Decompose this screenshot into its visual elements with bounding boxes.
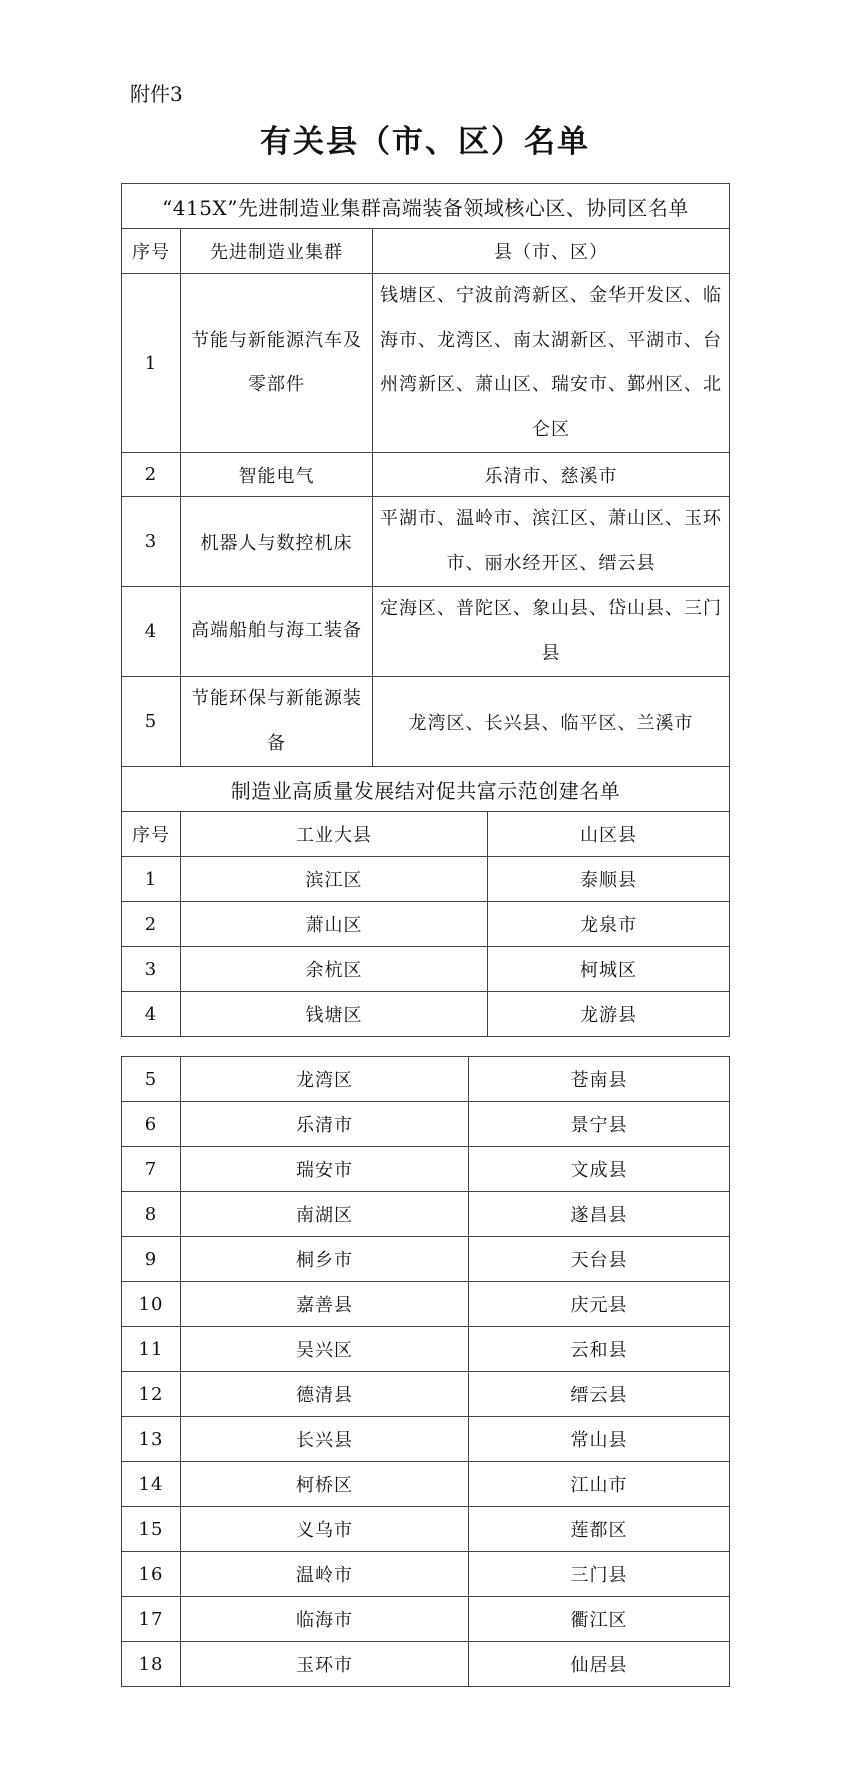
section2-title: 制造业高质量发展结对促共富示范创建名单 [122, 767, 730, 812]
industrial-county: 钱塘区 [181, 992, 488, 1037]
row-no: 4 [122, 587, 181, 677]
table-row [122, 677, 730, 767]
col-header-cluster: 先进制造业集群 [181, 229, 373, 274]
pairing-list-table-continued [121, 1056, 730, 1687]
table-row [122, 857, 730, 902]
table-row [122, 902, 730, 947]
mountain-county: 云和县 [469, 1327, 730, 1372]
col-header-no: 序号 [122, 812, 181, 857]
row-no: 2 [122, 453, 181, 497]
row-no: 5 [122, 1057, 181, 1102]
mountain-county: 江山市 [469, 1462, 730, 1507]
row-no: 3 [122, 947, 181, 992]
table-row [122, 1552, 730, 1597]
table-row [122, 1147, 730, 1192]
section1-title-row [122, 184, 730, 229]
industrial-county: 嘉善县 [181, 1282, 469, 1327]
table-row [122, 947, 730, 992]
cluster-cell: 高端船舶与海工装备 [181, 587, 373, 677]
mountain-county: 柯城区 [488, 947, 730, 992]
col-header-no: 序号 [122, 229, 181, 274]
table-row [122, 992, 730, 1037]
row-no: 1 [122, 274, 181, 453]
mountain-county: 龙泉市 [488, 902, 730, 947]
table-row [122, 1462, 730, 1507]
industrial-county: 龙湾区 [181, 1057, 469, 1102]
mountain-county: 莲都区 [469, 1507, 730, 1552]
row-no: 10 [122, 1282, 181, 1327]
county-cell: 定海区、普陀区、象山县、岱山县、三门县 [373, 587, 730, 677]
row-no: 15 [122, 1507, 181, 1552]
row-no: 9 [122, 1237, 181, 1282]
mountain-county: 文成县 [469, 1147, 730, 1192]
row-no: 16 [122, 1552, 181, 1597]
row-no: 14 [122, 1462, 181, 1507]
row-no: 5 [122, 677, 181, 767]
table-row [122, 1507, 730, 1552]
cluster-cell: 智能电气 [181, 453, 373, 497]
industrial-county: 德清县 [181, 1372, 469, 1417]
table-row [122, 1057, 730, 1102]
industrial-county: 长兴县 [181, 1417, 469, 1462]
table-row [122, 1642, 730, 1687]
industrial-county: 临海市 [181, 1597, 469, 1642]
county-list-table [121, 183, 730, 1037]
table-row [122, 453, 730, 497]
county-cell: 乐清市、慈溪市 [373, 453, 730, 497]
mountain-county: 衢江区 [469, 1597, 730, 1642]
industrial-county: 乐清市 [181, 1102, 469, 1147]
cluster-cell: 节能与新能源汽车及零部件 [181, 274, 373, 453]
section2-title-row [122, 767, 730, 812]
industrial-county: 玉环市 [181, 1642, 469, 1687]
row-no: 3 [122, 497, 181, 587]
industrial-county: 吴兴区 [181, 1327, 469, 1372]
col-header-mountain: 山区县 [488, 812, 730, 857]
industrial-county: 柯桥区 [181, 1462, 469, 1507]
row-no: 1 [122, 857, 181, 902]
table-row [122, 1372, 730, 1417]
table-row [122, 497, 730, 587]
row-no: 4 [122, 992, 181, 1037]
mountain-county: 缙云县 [469, 1372, 730, 1417]
row-no: 13 [122, 1417, 181, 1462]
mountain-county: 遂昌县 [469, 1192, 730, 1237]
mountain-county: 泰顺县 [488, 857, 730, 902]
mountain-county: 苍南县 [469, 1057, 730, 1102]
industrial-county: 瑞安市 [181, 1147, 469, 1192]
county-cell: 龙湾区、长兴县、临平区、兰溪市 [373, 677, 730, 767]
table-row [122, 274, 730, 453]
col-header-county: 县（市、区） [373, 229, 730, 274]
mountain-county: 景宁县 [469, 1102, 730, 1147]
industrial-county: 温岭市 [181, 1552, 469, 1597]
mountain-county: 常山县 [469, 1417, 730, 1462]
table-row [122, 1282, 730, 1327]
page-title: 有关县（市、区）名单 [260, 124, 590, 160]
industrial-county: 滨江区 [181, 857, 488, 902]
county-cell: 平湖市、温岭市、滨江区、萧山区、玉环市、丽水经开区、缙云县 [373, 497, 730, 587]
section1-header-row [122, 229, 730, 274]
row-no: 7 [122, 1147, 181, 1192]
table-row [122, 1237, 730, 1282]
industrial-county: 义乌市 [181, 1507, 469, 1552]
mountain-county: 天台县 [469, 1237, 730, 1282]
section2-header-row [122, 812, 730, 857]
mountain-county: 仙居县 [469, 1642, 730, 1687]
mountain-county: 龙游县 [488, 992, 730, 1037]
mountain-county: 三门县 [469, 1552, 730, 1597]
row-no: 17 [122, 1597, 181, 1642]
row-no: 6 [122, 1102, 181, 1147]
row-no: 12 [122, 1372, 181, 1417]
industrial-county: 南湖区 [181, 1192, 469, 1237]
row-no: 2 [122, 902, 181, 947]
col-header-industrial: 工业大县 [181, 812, 488, 857]
county-cell: 钱塘区、宁波前湾新区、金华开发区、临海市、龙湾区、南太湖新区、平湖市、台州湾新区、萧山区、瑞安市、鄞州区、北仑区 [373, 274, 730, 453]
table-row [122, 1417, 730, 1462]
table-row [122, 1327, 730, 1372]
table-row [122, 1102, 730, 1147]
industrial-county: 萧山区 [181, 902, 488, 947]
cluster-cell: 机器人与数控机床 [181, 497, 373, 587]
section1-title: “415X”先进制造业集群高端装备领域核心区、协同区名单 [122, 184, 730, 229]
mountain-county: 庆元县 [469, 1282, 730, 1327]
industrial-county: 余杭区 [181, 947, 488, 992]
table-row [122, 1597, 730, 1642]
row-no: 18 [122, 1642, 181, 1687]
industrial-county: 桐乡市 [181, 1237, 469, 1282]
row-no: 11 [122, 1327, 181, 1372]
attachment-label: 附件3 [130, 82, 183, 106]
table-row [122, 587, 730, 677]
table-row [122, 1192, 730, 1237]
cluster-cell: 节能环保与新能源装备 [181, 677, 373, 767]
row-no: 8 [122, 1192, 181, 1237]
